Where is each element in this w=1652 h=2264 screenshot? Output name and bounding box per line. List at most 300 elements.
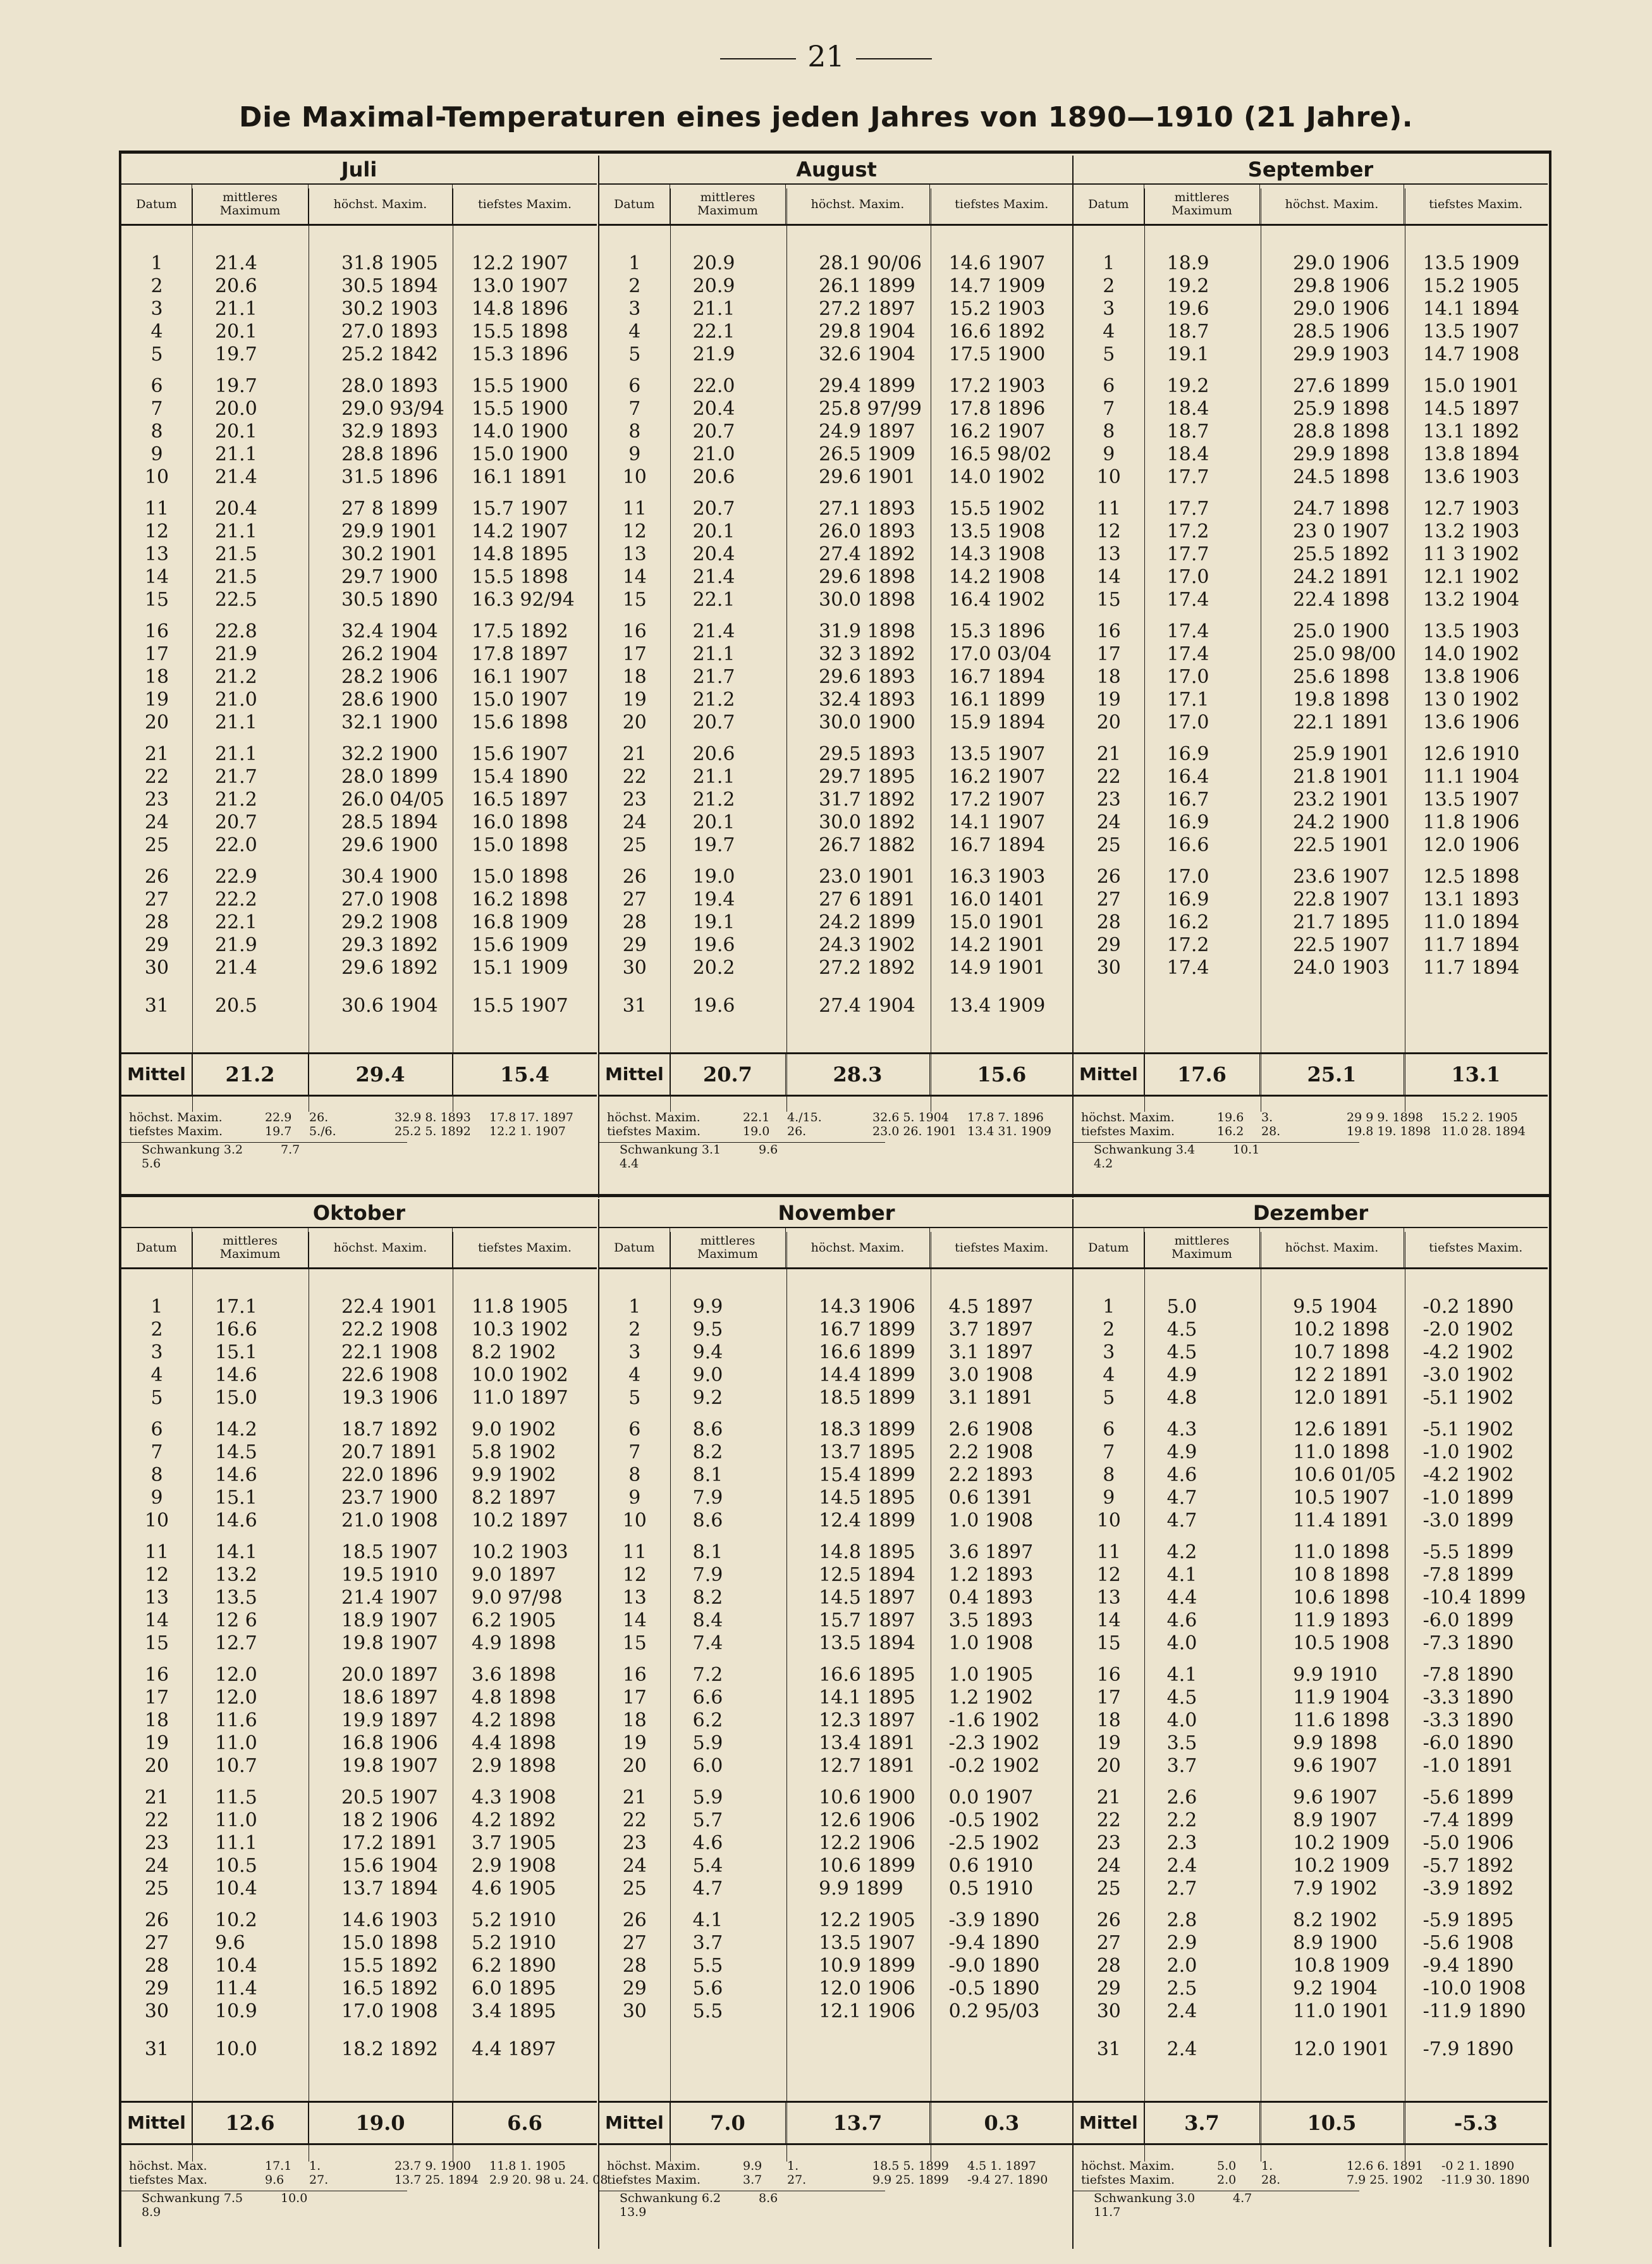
cell-high: 10.6 1899 (819, 1855, 915, 1877)
cell-high: 11.9 1904 (1293, 1687, 1390, 1709)
page-number-text: 21 (807, 39, 845, 73)
cell-low: 9.0 1897 (472, 1564, 556, 1586)
cell-day: 14 (622, 566, 647, 588)
cell-day: 27 (144, 1932, 169, 1954)
schwankung-mean: 3.4 (1175, 1143, 1196, 1157)
cell-high: 28.0 1899 (341, 766, 438, 788)
cell-mean: 15.0 (215, 1387, 257, 1409)
cell-high: 28.8 1898 (1293, 421, 1390, 443)
cell-high: 19.3 1906 (341, 1387, 438, 1409)
cell-high: 11.4 1891 (1293, 1510, 1390, 1532)
cell-day: 9 (1103, 443, 1115, 465)
cell-high: 11.0 1898 (1293, 1541, 1390, 1563)
schwankung-mean: 6.2 (701, 2191, 721, 2205)
cell-high: 10.7 1898 (1293, 1341, 1390, 1363)
cell-high: 9.9 1899 (819, 1878, 903, 1900)
cell-mean: 4.6 (1166, 1609, 1197, 1632)
cell-high: 12.5 1894 (819, 1564, 915, 1586)
cell-high: 21.7 1895 (1293, 911, 1390, 933)
summary-line (599, 2173, 1074, 2187)
cell-low: 3.7 1905 (472, 1832, 556, 1854)
cell-high: 22.5 1901 (1293, 834, 1390, 856)
col-day-header: Datum (599, 1228, 670, 1267)
cell-high: 30.5 1890 (341, 589, 438, 611)
cell-day: 29 (1096, 934, 1121, 956)
summary-high: 9.9 25. 1899 (872, 2173, 949, 2187)
col-day-header: Datum (599, 185, 670, 224)
summary-low: 12.2 1. 1907 (489, 1124, 566, 1138)
summary-low: 17.8 7. 1896 (967, 1110, 1044, 1124)
summary-label: tiefstes Maxim. (1081, 1124, 1175, 1138)
cell-mean: 18.7 (1166, 421, 1209, 443)
cell-high: 23.0 1901 (819, 866, 915, 888)
summary-mean: 17.1 (265, 2159, 292, 2173)
cell-mean: 17.7 (1166, 498, 1209, 520)
mittel-high: 10.5 (1260, 2103, 1404, 2143)
mittel-mean: 7.0 (670, 2103, 786, 2143)
cell-mean: 20.1 (692, 520, 735, 543)
cell-low: 13.1 1892 (1423, 421, 1520, 443)
cell-low: -11.9 1890 (1423, 2000, 1526, 2022)
cell-day: 13 (622, 1587, 647, 1609)
schwankung-label-mean (620, 2191, 759, 2205)
cell-mean: 4.7 (692, 1878, 723, 1900)
cell-low: 13.2 1904 (1423, 589, 1520, 611)
cell-high: 16.7 1899 (819, 1319, 915, 1341)
cell-mean: 14.6 (215, 1510, 257, 1532)
cell-mean: 4.5 (1166, 1341, 1197, 1363)
cell-mean: 15.1 (215, 1487, 257, 1509)
month-name: August (599, 156, 1074, 185)
cell-mean: 19.7 (692, 834, 735, 856)
cell-high: 28.0 1893 (341, 375, 438, 397)
cell-day: 28 (144, 1955, 169, 1977)
cell-low: -9.4 1890 (948, 1932, 1040, 1954)
cell-mean: 20.1 (692, 811, 735, 834)
cell-high: 23 0 1907 (1293, 520, 1390, 543)
cell-day: 14 (1096, 566, 1121, 588)
summary-high: 18.5 5. 1899 (872, 2159, 949, 2173)
mittel-mean: 3.7 (1144, 2103, 1261, 2143)
cell-day: 27 (622, 1932, 647, 1954)
cell-mean: 8.4 (692, 1609, 723, 1632)
summary-line (599, 1124, 1074, 1138)
cell-low: 4.4 1898 (472, 1732, 556, 1754)
cell-high: 22.1 1908 (341, 1341, 438, 1363)
cell-mean: 17.1 (1166, 689, 1209, 711)
cell-high: 23.7 1900 (341, 1487, 438, 1509)
cell-low: -5.7 1892 (1423, 1855, 1514, 1877)
cell-low: 12.1 1902 (1423, 566, 1520, 588)
cell-day: 6 (628, 1418, 641, 1441)
cell-high: 22.1 1891 (1293, 711, 1390, 734)
cell-low: -6.0 1899 (1423, 1609, 1514, 1632)
cell-low: 15.1 1909 (472, 957, 568, 979)
cell-high: 20.7 1891 (341, 1441, 438, 1463)
mittel-row (1074, 2101, 1548, 2145)
cell-low: -3.3 1890 (1423, 1709, 1514, 1732)
cell-day: 10 (1096, 466, 1121, 488)
cell-day: 5 (150, 1387, 163, 1409)
cell-low: 15.5 1902 (948, 498, 1046, 520)
cell-day: 13 (1096, 543, 1121, 565)
month-panel-dezember (1072, 1199, 1548, 2249)
cell-high: 22.6 1908 (341, 1364, 438, 1386)
mittel-row (1074, 1052, 1548, 1097)
cell-mean: 21.4 (215, 466, 257, 488)
cell-mean: 4.2 (1166, 1541, 1197, 1563)
cell-high: 12.4 1899 (819, 1510, 915, 1532)
cell-day: 29 (622, 934, 647, 956)
cell-day: 2 (628, 275, 641, 297)
cell-mean: 9.2 (692, 1387, 723, 1409)
cell-mean: 21.1 (215, 711, 257, 734)
summary-label: höchst. Maxim. (607, 1110, 701, 1124)
summary-date: 27. (787, 2173, 807, 2187)
cell-low: -4.2 1902 (1423, 1341, 1514, 1363)
cell-day: 31 (144, 2038, 169, 2060)
summary-high: 19.8 19. 1898 (1347, 1124, 1431, 1138)
cell-low: 13.2 1903 (1423, 520, 1520, 543)
cell-mean: 20.9 (692, 275, 735, 297)
summary-date: 27. (309, 2173, 329, 2187)
cell-high: 32.9 1893 (341, 421, 438, 443)
cell-low: 13.1 1893 (1423, 889, 1520, 911)
cell-day: 26 (622, 866, 647, 888)
summary-block (599, 2159, 1074, 2219)
cell-mean: 16.9 (1166, 743, 1209, 765)
cell-mean: 20.6 (215, 275, 257, 297)
cell-low: 15.4 1890 (472, 766, 568, 788)
mittel-label: Mittel (121, 1054, 192, 1095)
cell-mean: 7.9 (692, 1487, 723, 1509)
cell-low: 16.6 1892 (948, 321, 1046, 343)
cell-low: 17.2 1907 (948, 789, 1046, 811)
cell-low: 15.3 1896 (948, 620, 1046, 643)
mittel-high: 28.3 (786, 1054, 929, 1095)
schwankung-label: Schwankung (620, 1143, 698, 1157)
cell-low: -2.3 1902 (948, 1732, 1040, 1754)
mittel-row (599, 2101, 1074, 2145)
cell-low: 12.0 1906 (1423, 834, 1520, 856)
cell-day: 10 (622, 1510, 647, 1532)
cell-mean: 8.6 (692, 1418, 723, 1441)
summary-date: 26. (309, 1110, 329, 1124)
cell-day: 11 (622, 498, 647, 520)
schwankung-high: 4.7 (1233, 2191, 1252, 2205)
block-bottom (119, 1194, 1549, 2244)
cell-day: 20 (622, 711, 647, 734)
cell-low: 13 0 1902 (1423, 689, 1520, 711)
cell-day: 29 (1096, 1978, 1121, 2000)
mittel-low: 15.6 (977, 1062, 1027, 1086)
cell-low: 0.6 1910 (948, 1855, 1034, 1877)
cell-mean: 17.0 (1166, 866, 1209, 888)
cell-day: 17 (144, 643, 169, 665)
mittel-row (121, 1052, 597, 1097)
cell-day: 14 (144, 566, 169, 588)
cell-mean: 2.8 (1166, 1909, 1197, 1931)
cell-mean: 21.5 (215, 543, 257, 565)
cell-high: 26.2 1904 (341, 643, 438, 665)
cell-low: 12.6 1910 (1423, 743, 1520, 765)
summary-mean: 3.7 (743, 2173, 762, 2187)
cell-high: 25.8 97/99 (819, 398, 922, 420)
cell-high: 29.8 1906 (1293, 275, 1390, 297)
cell-low: 11.8 1905 (472, 1296, 568, 1318)
cell-day: 19 (622, 689, 647, 711)
col-mean-header: mittleres Maximum (670, 1228, 786, 1267)
cell-mean: 13.2 (215, 1564, 257, 1586)
cell-day: 18 (1096, 666, 1121, 688)
summary-line (599, 1110, 1074, 1124)
cell-mean: 21.2 (692, 789, 735, 811)
cell-mean: 11.0 (215, 1809, 257, 1831)
cell-low: 13.5 1907 (1423, 789, 1520, 811)
schwankung-low: 11.7 (1094, 2205, 1121, 2219)
cell-day: 1 (1103, 1296, 1115, 1318)
cell-low: 13.5 1907 (948, 743, 1046, 765)
cell-day: 10 (144, 1510, 169, 1532)
block-top (119, 151, 1549, 1193)
summary-date: 26. (787, 1124, 807, 1138)
cell-mean: 10.4 (215, 1878, 257, 1900)
rule-top (119, 1194, 1549, 1197)
cell-day: 9 (628, 443, 641, 465)
cell-mean: 20.4 (692, 398, 735, 420)
cell-day: 9 (628, 1487, 641, 1509)
cell-high: 8.9 1907 (1293, 1809, 1378, 1831)
cell-high: 11.0 1898 (1293, 1441, 1390, 1463)
cell-high: 29.7 1895 (819, 766, 915, 788)
column-rule (192, 1232, 193, 2162)
cell-day: 9 (150, 443, 163, 465)
cell-mean: 17.1 (215, 1296, 257, 1318)
cell-day: 19 (1096, 1732, 1121, 1754)
cell-high: 24.3 1902 (819, 934, 915, 956)
cell-high: 25.6 1898 (1293, 666, 1390, 688)
cell-low: 16.7 1894 (948, 666, 1046, 688)
cell-low: 3.1 1891 (948, 1387, 1034, 1409)
cell-low: 17.5 1892 (472, 620, 568, 643)
summary-mean: 9.9 (743, 2159, 762, 2173)
cell-low: -7.8 1890 (1423, 1664, 1514, 1686)
cell-mean: 21.9 (215, 643, 257, 665)
cell-mean: 3.7 (1166, 1755, 1197, 1777)
cell-low: 14.7 1909 (948, 275, 1046, 297)
schwankung-line (121, 2191, 407, 2219)
cell-mean: 21.1 (215, 743, 257, 765)
cell-mean: 4.4 (1166, 1587, 1197, 1609)
cell-day: 5 (1103, 343, 1115, 366)
cell-mean: 12.0 (215, 1687, 257, 1709)
cell-mean: 17.7 (1166, 466, 1209, 488)
cell-high: 28.6 1900 (341, 689, 438, 711)
cell-mean: 9.5 (692, 1319, 723, 1341)
cell-day: 10 (1096, 1510, 1121, 1532)
cell-day: 17 (622, 1687, 647, 1709)
cell-low: 16.1 1899 (948, 689, 1046, 711)
cell-high: 10.8 1909 (1293, 1955, 1390, 1977)
cell-day: 21 (1096, 743, 1121, 765)
summary-high: 7.9 25. 1902 (1347, 2173, 1423, 2187)
col-day-header: Datum (1074, 1228, 1144, 1267)
cell-day: 27 (622, 889, 647, 911)
cell-day: 25 (144, 834, 169, 856)
cell-high: 30.2 1903 (341, 298, 438, 320)
cell-day: 9 (1103, 1487, 1115, 1509)
cell-mean: 14.1 (215, 1541, 257, 1563)
cell-day: 28 (622, 911, 647, 933)
cell-day: 19 (144, 689, 169, 711)
cell-low: 9.9 1902 (472, 1464, 556, 1486)
cell-high: 22.8 1907 (1293, 889, 1390, 911)
cell-high: 12.7 1891 (819, 1755, 915, 1777)
cell-low: 15.5 1907 (472, 995, 568, 1017)
cell-day: 31 (144, 995, 169, 1017)
cell-low: 15.2 1903 (948, 298, 1046, 320)
cell-high: 12.0 1891 (1293, 1387, 1390, 1409)
cell-high: 7.9 1902 (1293, 1878, 1378, 1900)
cell-mean: 10.7 (215, 1755, 257, 1777)
mittel-high: 29.4 (309, 1054, 453, 1095)
cell-low: 1.0 1905 (948, 1664, 1034, 1686)
cell-day: 29 (144, 934, 169, 956)
cell-day: 14 (144, 1609, 169, 1632)
summary-block (1074, 1110, 1548, 1171)
cell-day: 28 (622, 1955, 647, 1977)
summary-high: 32.6 5. 1904 (872, 1110, 949, 1124)
cell-high: 18 2 1906 (341, 1809, 438, 1831)
schwankung-label: Schwankung (142, 1143, 220, 1157)
cell-day: 16 (622, 1664, 647, 1686)
cell-low: 17.8 1896 (948, 398, 1046, 420)
cell-mean: 16.2 (1166, 911, 1209, 933)
cell-mean: 21.1 (692, 766, 735, 788)
summary-line (1074, 1124, 1548, 1138)
schwankung-high: 7.7 (281, 1143, 300, 1157)
cell-day: 6 (628, 375, 641, 397)
cell-day: 21 (144, 743, 169, 765)
cell-mean: 2.6 (1166, 1787, 1197, 1809)
summary-high: 23.7 9. 1900 (395, 2159, 471, 2173)
cell-high: 10.5 1908 (1293, 1632, 1390, 1654)
cell-mean: 11.0 (215, 1732, 257, 1754)
cell-low: 11.8 1906 (1423, 811, 1520, 834)
schwankung-line (121, 1142, 407, 1171)
cell-mean: 9.9 (692, 1296, 723, 1318)
cell-mean: 8.1 (692, 1464, 723, 1486)
cell-low: 13.8 1894 (1423, 443, 1520, 465)
cell-day: 31 (622, 995, 647, 1017)
cell-low: -0.5 1902 (948, 1809, 1040, 1831)
cell-day: 15 (622, 589, 647, 611)
summary-label: tiefstes Maxim. (129, 1124, 223, 1138)
summary-mean: 5.0 (1217, 2159, 1237, 2173)
cell-high: 29.6 1900 (341, 834, 438, 856)
cell-high: 21.8 1901 (1293, 766, 1390, 788)
cell-mean: 17.0 (1166, 666, 1209, 688)
month-panel-november (598, 1199, 1074, 2249)
cell-mean: 14.6 (215, 1364, 257, 1386)
cell-day: 14 (622, 1609, 647, 1632)
schwankung-label: Schwankung (1094, 2191, 1172, 2205)
cell-low: 15.5 1900 (472, 398, 568, 420)
cell-low: 13.8 1906 (1423, 666, 1520, 688)
cell-mean: 20.4 (692, 543, 735, 565)
cell-day: 30 (1096, 2000, 1121, 2022)
cell-low: 2.6 1908 (948, 1418, 1034, 1441)
summary-low: 15.2 2. 1905 (1441, 1110, 1518, 1124)
summary-high: 12.6 6. 1891 (1347, 2159, 1423, 2173)
cell-day: 25 (1096, 834, 1121, 856)
cell-high: 18.9 1907 (341, 1609, 438, 1632)
cell-mean: 16.6 (1166, 834, 1209, 856)
cell-low: 10.2 1903 (472, 1541, 568, 1563)
cell-high: 24.2 1891 (1293, 566, 1390, 588)
cell-high: 13.4 1891 (819, 1732, 915, 1754)
cell-low: -5.1 1902 (1423, 1387, 1514, 1409)
cell-day: 22 (1096, 766, 1121, 788)
cell-day: 3 (150, 1341, 163, 1363)
cell-day: 28 (144, 911, 169, 933)
cell-high: 18.5 1907 (341, 1541, 438, 1563)
page-number (0, 39, 1652, 73)
cell-low: 14.2 1908 (948, 566, 1046, 588)
cell-high: 12.3 1897 (819, 1709, 915, 1732)
cell-high: 31.8 1905 (341, 252, 438, 274)
cell-mean: 10.4 (215, 1955, 257, 1977)
cell-day: 2 (1103, 275, 1115, 297)
schwankung-label-mean (142, 1143, 281, 1157)
cell-low: 16.3 1903 (948, 866, 1046, 888)
schwankung-line (1074, 1142, 1359, 1171)
cell-day: 25 (622, 1878, 647, 1900)
cell-low: -5.5 1899 (1423, 1541, 1514, 1563)
cell-low: 3.5 1893 (948, 1609, 1034, 1632)
cell-low: 17.0 03/04 (948, 643, 1052, 665)
cell-mean: 4.0 (1166, 1632, 1197, 1654)
schwankung-low: 4.4 (620, 1157, 639, 1171)
cell-low: 13.6 1906 (1423, 711, 1520, 734)
cell-high: 10.2 1909 (1293, 1855, 1390, 1877)
cell-low: 14.0 1902 (1423, 643, 1520, 665)
cell-day: 12 (144, 520, 169, 543)
cell-high: 14.4 1899 (819, 1364, 915, 1386)
cell-high: 22.0 1896 (341, 1464, 438, 1486)
summary-block (599, 1110, 1074, 1171)
cell-day: 21 (622, 1787, 647, 1809)
col-low-header: tiefstes Maxim. (955, 1240, 1049, 1255)
cell-day: 13 (622, 543, 647, 565)
cell-low: 16.5 98/02 (948, 443, 1052, 465)
summary-low: 17.8 17. 1897 (489, 1110, 573, 1124)
cell-day: 21 (622, 743, 647, 765)
cell-high: 29.0 1906 (1293, 252, 1390, 274)
mittel-low: 0.3 (984, 2111, 1020, 2135)
cell-high: 14.5 1895 (819, 1487, 915, 1509)
summary-line (1074, 2173, 1548, 2187)
cell-mean: 4.9 (1166, 1441, 1197, 1463)
cell-day: 25 (144, 1878, 169, 1900)
cell-high: 29.9 1903 (1293, 343, 1390, 366)
cell-mean: 19.6 (692, 934, 735, 956)
cell-day: 3 (628, 298, 641, 320)
cell-high: 10 8 1898 (1293, 1564, 1390, 1586)
cell-high: 29.6 1893 (819, 666, 915, 688)
cell-mean: 19.2 (1166, 375, 1209, 397)
month-panel-juli (121, 156, 597, 1198)
